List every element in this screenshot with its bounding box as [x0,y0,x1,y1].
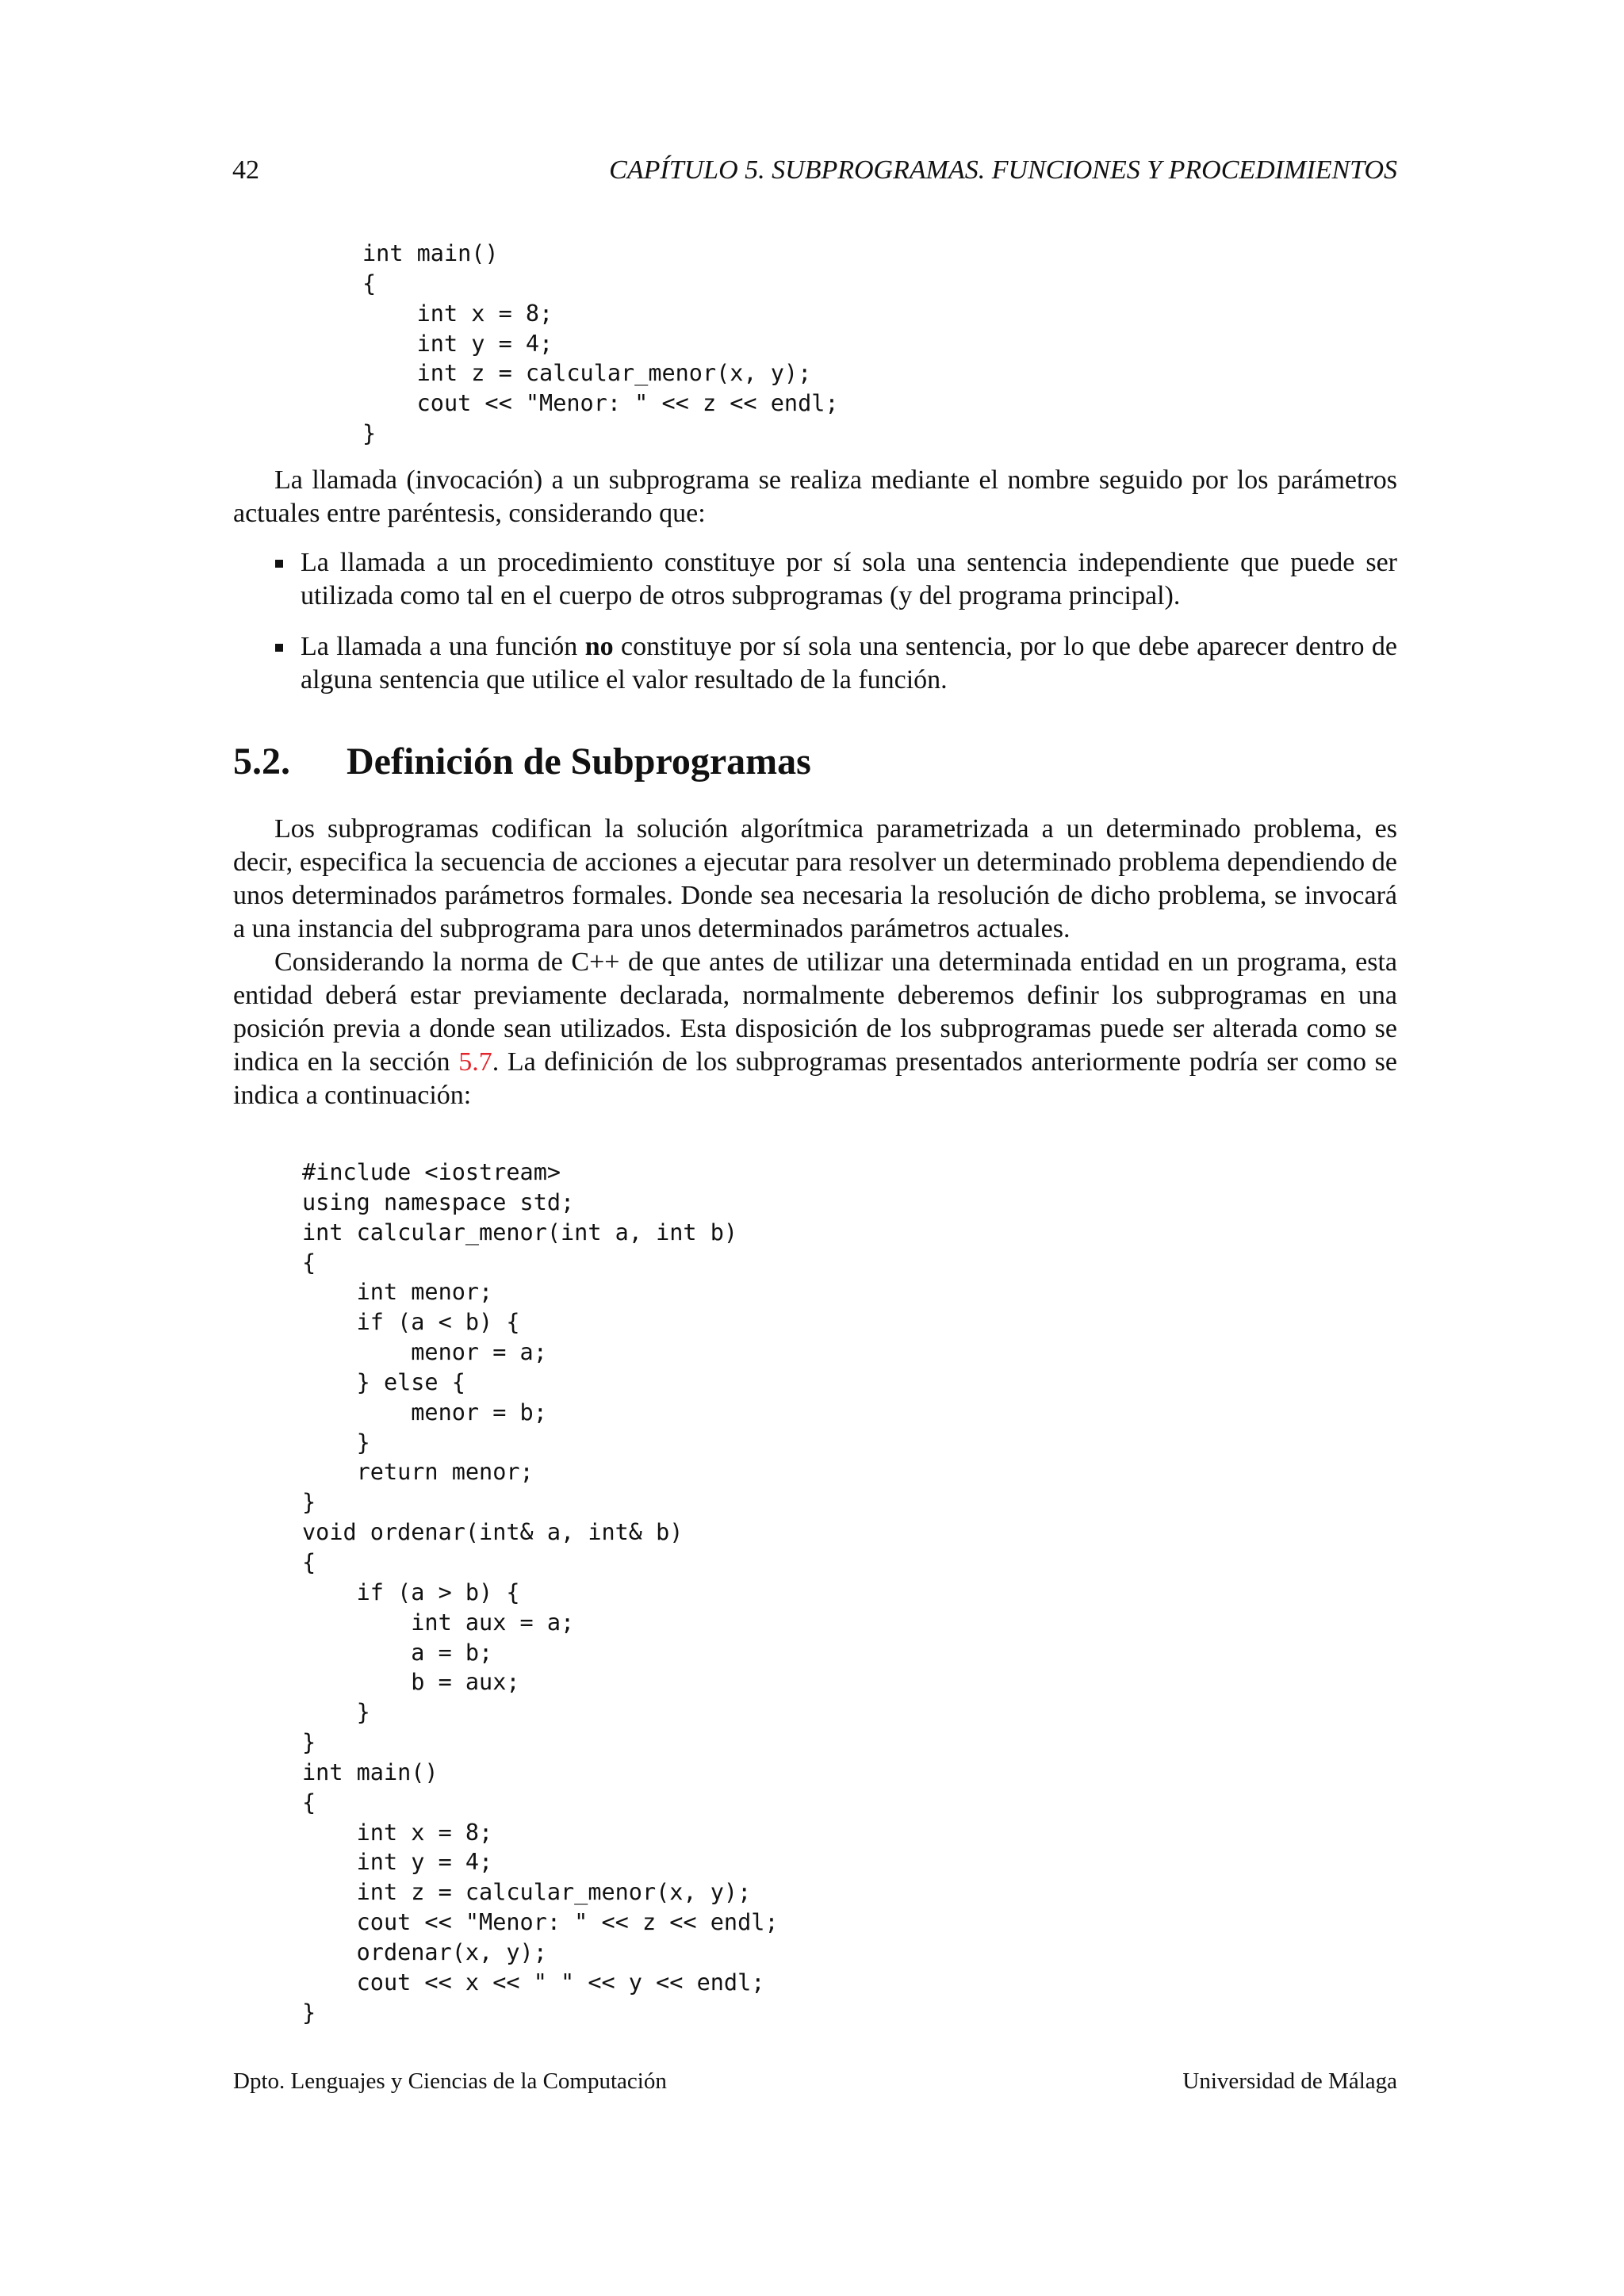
code-block-definitions [302,1158,779,2027]
page-number: 42 [232,155,259,185]
square-bullet-icon [275,560,283,568]
code-line: using namespace std; [302,1188,575,1215]
code-line: int aux = a; [302,1609,575,1636]
paragraph-text: Los subprogramas codifican la solución algorítmica parametrizada a un determinado problema, es decir, especifica la secuencia de acciones a ejecutar para resolver un determinado problema dependiendo de unos determinados parámetros formales. Donde sea necesaria la resolución de dicho problema, se invocará a una instancia del subprograma para unos determinados parámetros actuales. [233,814,1397,943]
code-line: b = aux; [302,1669,520,1696]
bullet-list [233,546,1397,714]
section-heading [233,740,811,783]
code-line: int y = 4; [302,1849,493,1876]
square-bullet-icon [275,644,283,652]
footer-department: Dpto. Lenguajes y Ciencias de la Computación [233,2068,667,2094]
code-line: } [302,1729,316,1756]
paragraph-text-before: Considerando la norma de C++ de que antes de utilizar una determinada entidad en un programa, esta entidad deberá estar previamente declarada, normalmente deberemos definir los subprogramas en una posición previa a donde sean utilizados. Esta disposición de los subprogramas puede ser alterada como se indica en la sección [233,947,1397,1077]
code-line: } [302,1489,316,1516]
section-reference-link[interactable]: 5.7 [458,1047,492,1077]
list-item-text: La llamada a un procedimiento constituye por sí sola una sentencia independiente que puede ser utilizada como tal en el cuerpo de otros subprogramas (y del programa principal). [301,548,1397,610]
code-line: } [302,1699,370,1726]
code-line: } [362,420,377,447]
code-line: cout << "Menor: " << z << endl; [302,1909,779,1936]
emphasis-no: no [584,632,614,661]
code-line: } [302,1429,370,1456]
code-line: int x = 8; [302,1819,493,1846]
list-item [233,546,1397,613]
paragraph-text: La llamada (invocación) a un subprograma se realiza mediante el nombre seguido por los parámetros actuales entre paréntesis, considerando que: [233,465,1397,528]
code-line: int main() [362,240,499,266]
code-line: { [362,270,377,297]
code-line: if (a < b) { [302,1309,520,1336]
code-line: { [302,1548,316,1575]
code-line: int calcular_menor(int a, int b) [302,1219,738,1246]
code-line: { [302,1249,316,1276]
code-line: a = b; [302,1639,493,1666]
code-line: #include <iostream> [302,1159,561,1185]
code-line: int x = 8; [362,300,553,327]
section-body [233,813,1397,1112]
code-line: int y = 4; [362,330,553,357]
running-head: CAPÍTULO 5. SUBPROGRAMAS. FUNCIONES Y PROCEDIMIENTOS [609,155,1397,185]
code-line: return menor; [302,1459,534,1486]
code-line: int main() [302,1758,439,1785]
code-line: { [302,1789,316,1816]
code-line: ordenar(x, y); [302,1938,547,1965]
section-title: Definición de Subprogramas [347,740,811,783]
list-item-text-after: constituye por sí sola una sentencia, por lo que debe aparecer dentro de alguna sentencia que utilice el valor resultado de la función. [301,632,1397,695]
code-line: } else { [302,1368,465,1395]
call-paragraph [233,464,1397,530]
code-line: int z = calcular_menor(x, y); [302,1879,752,1906]
code-line: menor = a; [302,1339,547,1366]
code-line: void ordenar(int& a, int& b) [302,1519,684,1546]
code-block-main [362,239,839,449]
code-line: cout << "Menor: " << z << endl; [362,390,839,417]
list-item [233,630,1397,697]
footer-university: Universidad de Málaga [1182,2068,1397,2094]
code-line: int menor; [302,1279,493,1306]
code-line: if (a > b) { [302,1578,520,1605]
paragraph-text [233,946,1397,1112]
code-line: } [302,1999,316,2026]
code-line: cout << x << " " << y << endl; [302,1969,765,1996]
code-line: int z = calcular_menor(x, y); [362,360,812,387]
paragraph-text-after: . La definición de los subprogramas presentados anteriormente podría ser como se indica a continuación: [233,1047,1397,1110]
list-item-text-before: La llamada a una función [301,632,585,661]
section-number: 5.2. [233,740,290,783]
code-line: menor = b; [302,1399,547,1425]
